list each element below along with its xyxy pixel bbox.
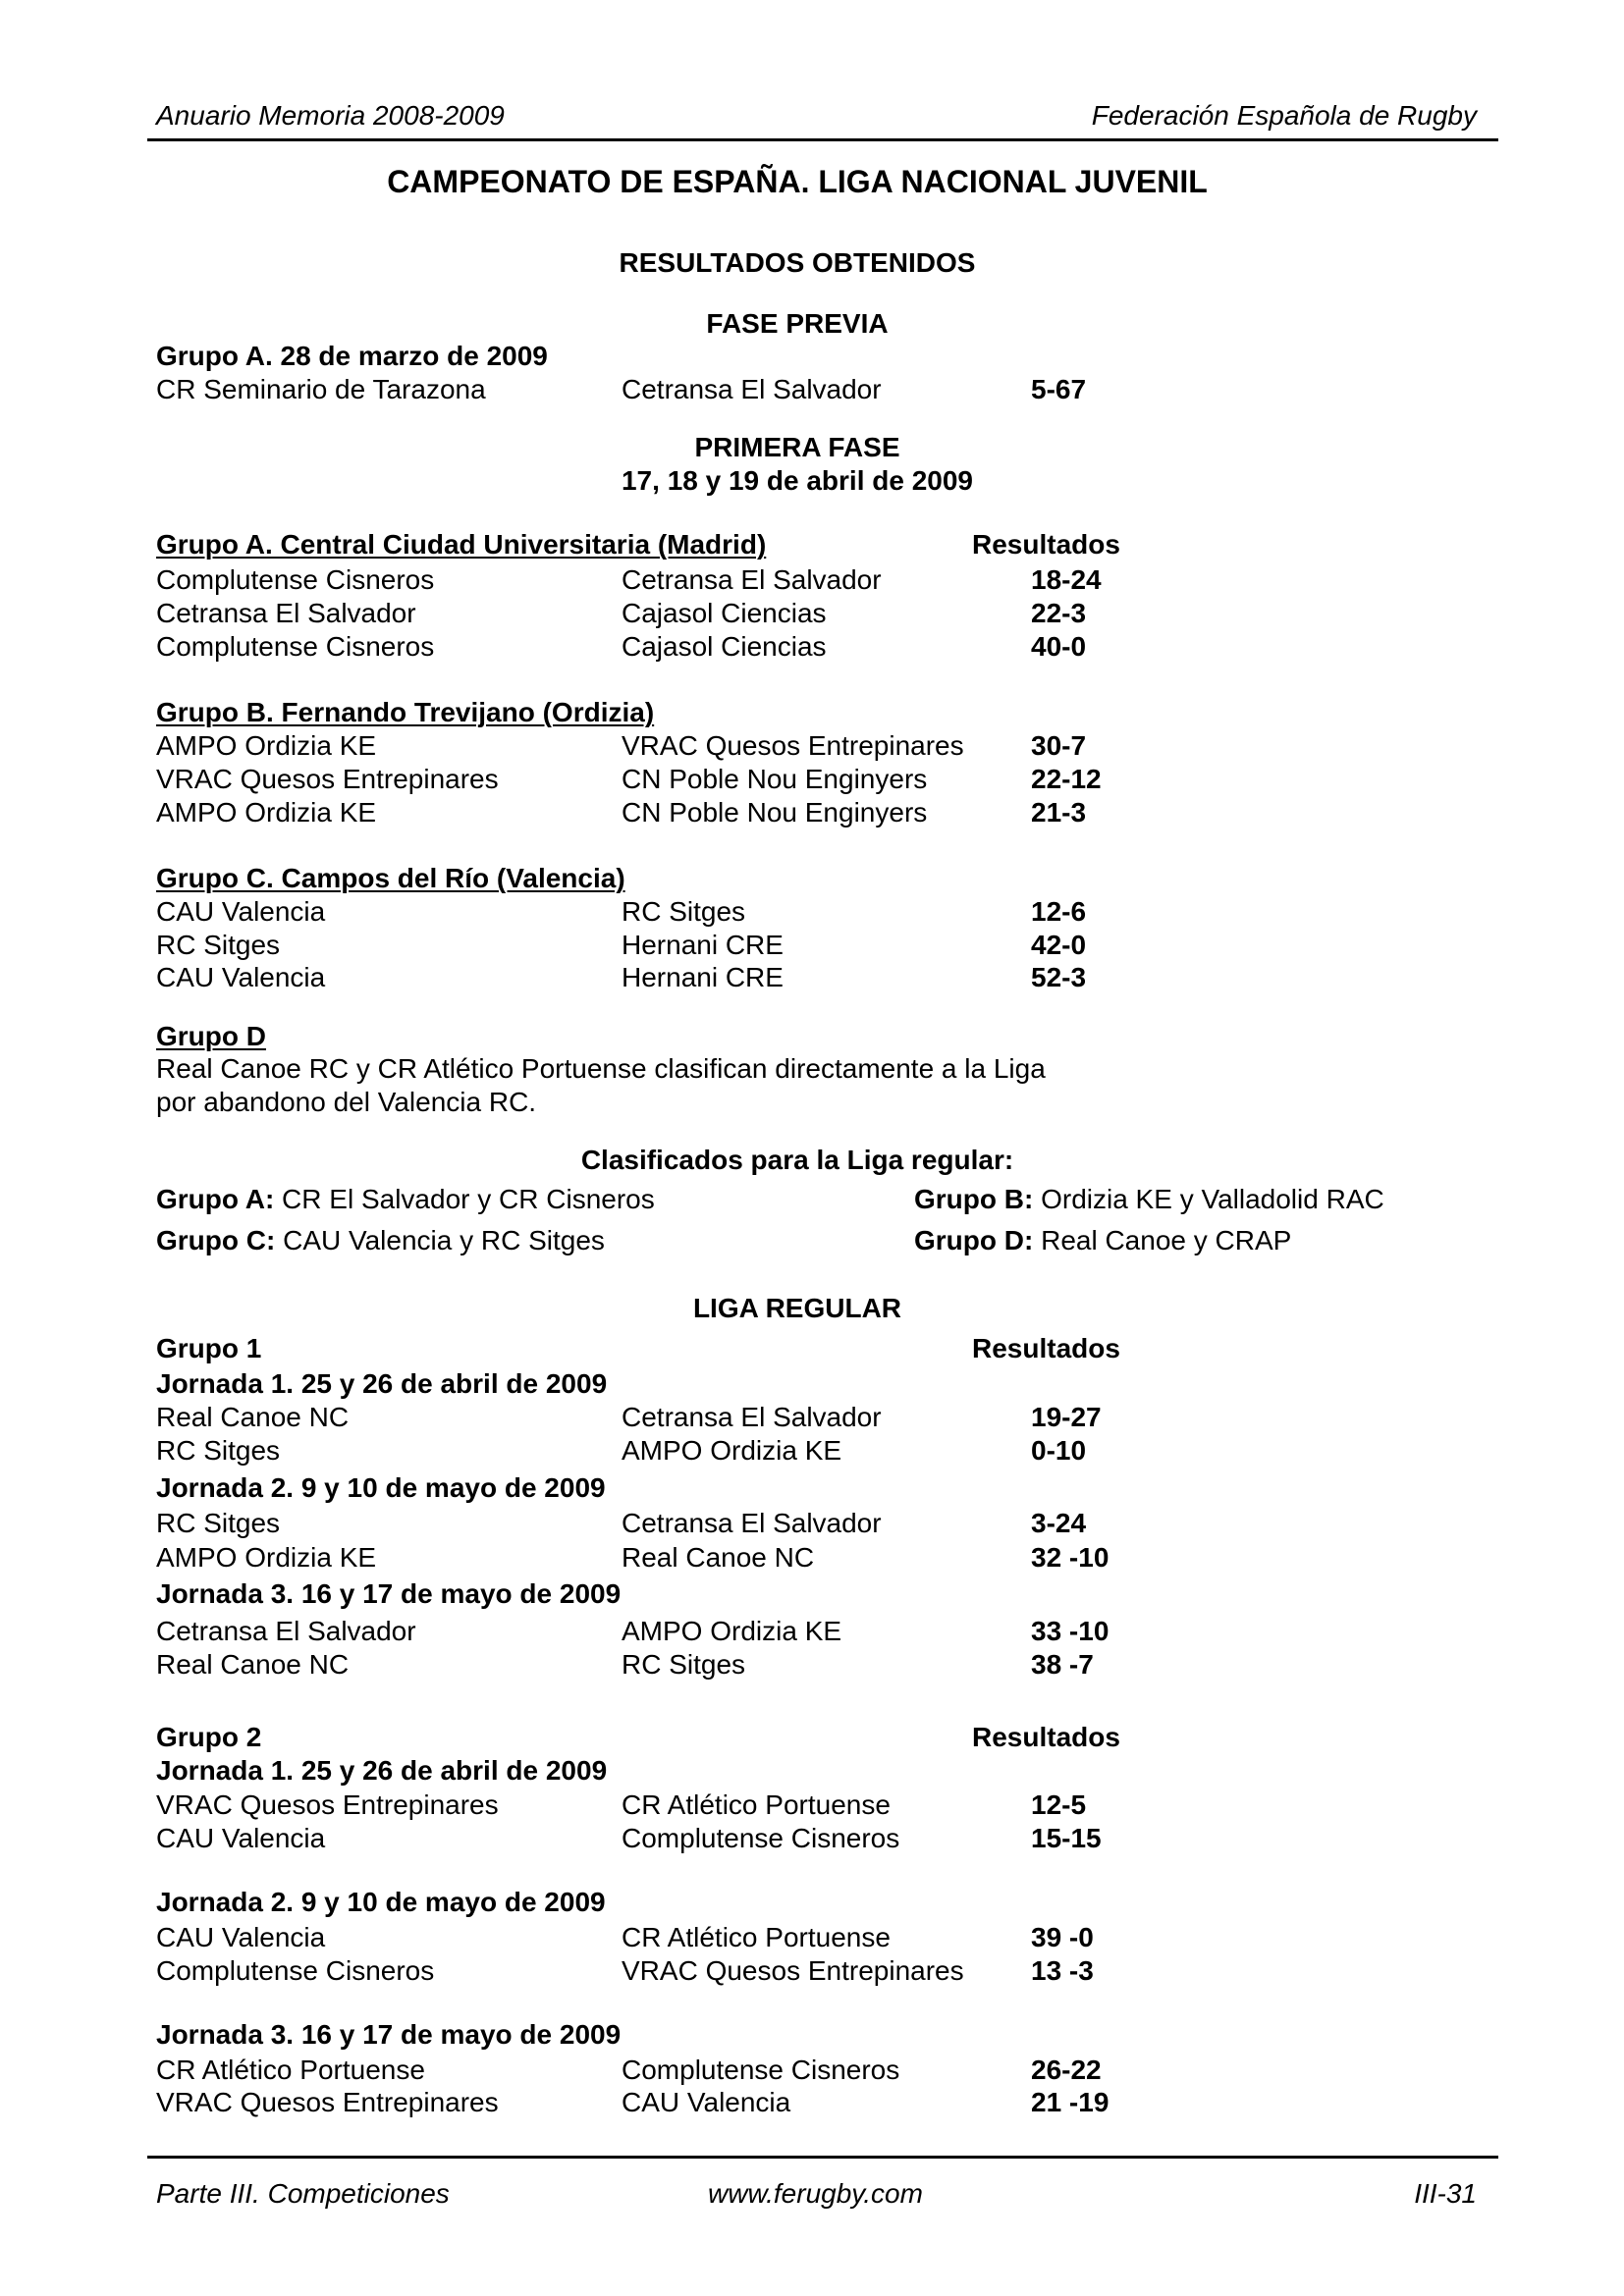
away-team: Cetransa El Salvador <box>622 1508 882 1538</box>
home-team: RC Sitges <box>156 1508 281 1538</box>
away-team: RC Sitges <box>622 896 746 927</box>
away-team: VRAC Quesos Entrepinares <box>622 730 964 761</box>
header-right: Federación Española de Rugby <box>1091 100 1477 131</box>
score: 52-3 <box>1031 962 1087 992</box>
away-team: Real Canoe NC <box>622 1542 815 1573</box>
clasificados-text: Ordizia KE y Valladolid RAC <box>1033 1184 1384 1214</box>
home-team: VRAC Quesos Entrepinares <box>156 2087 499 2117</box>
group-title: Grupo 1 <box>156 1333 262 1363</box>
group-d-note: por abandono del Valencia RC. <box>156 1087 537 1117</box>
home-team: Cetransa El Salvador <box>156 1616 416 1646</box>
primera-fase-heading: PRIMERA FASE <box>694 432 900 462</box>
away-team: VRAC Quesos Entrepinares <box>622 1955 964 1986</box>
score: 19-27 <box>1031 1402 1102 1432</box>
liga-regular-heading: LIGA REGULAR <box>692 1293 902 1323</box>
group-title: Grupo C. Campos del Río (Valencia) <box>156 863 625 893</box>
home-team: VRAC Quesos Entrepinares <box>156 764 499 794</box>
home-team: AMPO Ordizia KE <box>156 730 377 761</box>
results-label: Resultados <box>972 1722 1120 1752</box>
clasificados-item <box>914 1186 1384 1213</box>
away-team: AMPO Ordizia KE <box>622 1616 842 1646</box>
home-team: AMPO Ordizia KE <box>156 1542 377 1573</box>
away-team: CR Atlético Portuense <box>622 1922 891 1952</box>
away-team: Cetransa El Salvador <box>622 374 882 404</box>
results-heading: RESULTADOS OBTENIDOS <box>619 247 976 278</box>
score: 40-0 <box>1031 631 1087 662</box>
score: 15-15 <box>1031 1823 1102 1853</box>
away-team: CN Poble Nou Enginyers <box>622 764 928 794</box>
score: 18-24 <box>1031 564 1102 595</box>
home-team: RC Sitges <box>156 1435 281 1466</box>
home-team: Cetransa El Salvador <box>156 598 416 628</box>
header-rule <box>147 138 1498 141</box>
home-team: Real Canoe NC <box>156 1649 350 1680</box>
score: 22-3 <box>1031 598 1087 628</box>
jornada-title: Jornada 1. 25 y 26 de abril de 2009 <box>156 1755 608 1786</box>
home-team: CAU Valencia <box>156 962 326 992</box>
clasificados-text: CR El Salvador y CR Cisneros <box>274 1184 655 1214</box>
clasificados-text: CAU Valencia y RC Sitges <box>275 1225 605 1255</box>
home-team: VRAC Quesos Entrepinares <box>156 1789 499 1820</box>
away-team: RC Sitges <box>622 1649 746 1680</box>
clasificados-label: Grupo A: <box>156 1184 275 1214</box>
group-title: Grupo A. Central Ciudad Universitaria (Madrid) <box>156 529 767 560</box>
score: 32 -10 <box>1031 1542 1110 1573</box>
clasificados-heading: Clasificados para la Liga regular: <box>580 1145 1014 1175</box>
away-team: Complutense Cisneros <box>622 1823 900 1853</box>
away-team: CR Atlético Portuense <box>622 1789 891 1820</box>
fase-previa-heading: FASE PREVIA <box>706 308 889 339</box>
group-title: Grupo 2 <box>156 1722 262 1752</box>
home-team: CAU Valencia <box>156 1823 326 1853</box>
jornada-title: Jornada 1. 25 y 26 de abril de 2009 <box>156 1368 608 1399</box>
jornada-title: Jornada 2. 9 y 10 de mayo de 2009 <box>156 1887 606 1917</box>
score: 21-3 <box>1031 797 1087 828</box>
clasificados-label: Grupo D: <box>914 1225 1034 1255</box>
footer-left: Parte III. Competiciones <box>156 2178 450 2209</box>
home-team: AMPO Ordizia KE <box>156 797 377 828</box>
score: 42-0 <box>1031 930 1087 960</box>
home-team: Complutense Cisneros <box>156 1955 435 1986</box>
score: 3-24 <box>1031 1508 1087 1538</box>
score: 0-10 <box>1031 1435 1087 1466</box>
clasificados-label: Grupo C: <box>156 1225 276 1255</box>
header-left: Anuario Memoria 2008-2009 <box>156 100 505 131</box>
score: 39 -0 <box>1031 1922 1094 1952</box>
page-number: III-31 <box>1414 2178 1477 2209</box>
score: 33 -10 <box>1031 1616 1110 1646</box>
clasificados-label: Grupo B: <box>914 1184 1034 1214</box>
home-team: CAU Valencia <box>156 1922 326 1952</box>
group-d-note: Real Canoe RC y CR Atlético Portuense clasifican directamente a la Liga <box>156 1053 1046 1084</box>
away-team: Hernani CRE <box>622 930 784 960</box>
clasificados-item <box>156 1227 605 1255</box>
score: 12-6 <box>1031 896 1087 927</box>
results-label: Resultados <box>972 529 1120 560</box>
results-label: Resultados <box>972 1333 1120 1363</box>
primera-fase-dates: 17, 18 y 19 de abril de 2009 <box>621 465 973 496</box>
home-team: Complutense Cisneros <box>156 631 435 662</box>
home-team: CR Seminario de Tarazona <box>156 374 486 404</box>
score: 21 -19 <box>1031 2087 1110 2117</box>
score: 5-67 <box>1031 374 1087 404</box>
score: 26-22 <box>1031 2055 1102 2085</box>
home-team: Complutense Cisneros <box>156 564 435 595</box>
home-team: Real Canoe NC <box>156 1402 350 1432</box>
clasificados-text: Real Canoe y CRAP <box>1033 1225 1292 1255</box>
home-team: CAU Valencia <box>156 896 326 927</box>
clasificados-item <box>914 1227 1291 1255</box>
away-team: CAU Valencia <box>622 2087 791 2117</box>
home-team: RC Sitges <box>156 930 281 960</box>
group-title: Grupo B. Fernando Trevijano (Ordizia) <box>156 697 655 727</box>
jornada-title: Jornada 2. 9 y 10 de mayo de 2009 <box>156 1472 606 1503</box>
clasificados-item <box>156 1186 655 1213</box>
away-team: Cajasol Ciencias <box>622 598 827 628</box>
jornada-title: Jornada 3. 16 y 17 de mayo de 2009 <box>156 1578 622 1609</box>
footer-url[interactable]: www.ferugby.com <box>708 2178 923 2209</box>
away-team: CN Poble Nou Enginyers <box>622 797 928 828</box>
group-title: Grupo D <box>156 1021 266 1051</box>
away-team: Cetransa El Salvador <box>622 564 882 595</box>
page-title: CAMPEONATO DE ESPAÑA. LIGA NACIONAL JUVENIL <box>387 164 1208 199</box>
jornada-title: Jornada 3. 16 y 17 de mayo de 2009 <box>156 2019 622 2050</box>
footer-rule <box>147 2156 1498 2159</box>
home-team: CR Atlético Portuense <box>156 2055 425 2085</box>
away-team: Cetransa El Salvador <box>622 1402 882 1432</box>
score: 22-12 <box>1031 764 1102 794</box>
fase-previa-group-title: Grupo A. 28 de marzo de 2009 <box>156 341 548 371</box>
score: 30-7 <box>1031 730 1087 761</box>
away-team: AMPO Ordizia KE <box>622 1435 842 1466</box>
away-team: Complutense Cisneros <box>622 2055 900 2085</box>
score: 12-5 <box>1031 1789 1087 1820</box>
away-team: Hernani CRE <box>622 962 784 992</box>
score: 13 -3 <box>1031 1955 1094 1986</box>
away-team: Cajasol Ciencias <box>622 631 827 662</box>
score: 38 -7 <box>1031 1649 1094 1680</box>
